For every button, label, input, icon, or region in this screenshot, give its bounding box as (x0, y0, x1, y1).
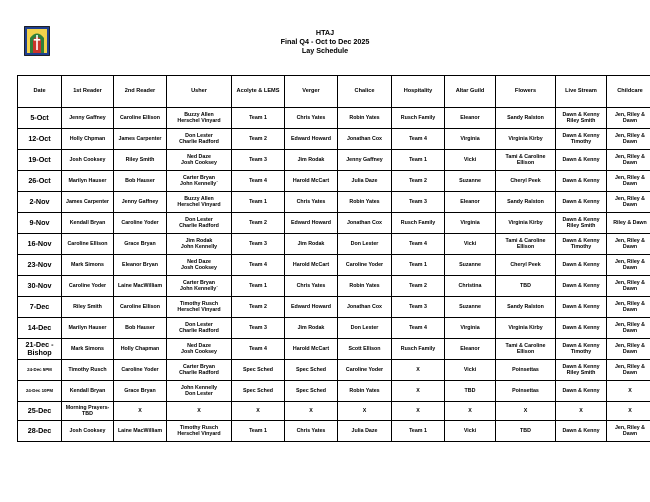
date-cell: 26-Oct (18, 171, 62, 192)
live-stream-cell-line: Dawn & Kenny (562, 156, 600, 163)
usher-cell (167, 421, 232, 442)
live-stream-cell (556, 297, 607, 318)
flowers-cell-line: TBD (520, 282, 531, 289)
verger-cell: Edward Howard (285, 297, 338, 318)
date-cell: 24-Dec 5PM (18, 360, 62, 381)
table-row (18, 234, 650, 255)
verger-cell: Harold McCart (285, 171, 338, 192)
usher-cell (167, 234, 232, 255)
hospitality-cell: Team 3 (392, 297, 445, 318)
first-reader-cell: Riley Smith (62, 297, 114, 318)
live-stream-cell (556, 108, 607, 129)
chalice-cell: X (338, 402, 392, 421)
flowers-cell-line: Sandy Ralston (507, 114, 544, 121)
usher-cell-line: Buzzy Allen (184, 111, 214, 118)
col-header-2nd-reader: 2nd Reader (114, 76, 167, 108)
live-stream-cell-line: Dawn & Kenny (562, 216, 600, 223)
second-reader-cell: Caroline Ellison (114, 297, 167, 318)
usher-cell-line: John Kennelly (180, 244, 218, 250)
altar-guild-cell: Vicki (445, 360, 496, 381)
first-reader-cell: Morning Prayers- TBD (62, 402, 114, 421)
usher-cell-line: Charlie Radford (179, 139, 219, 145)
flowers-cell (496, 297, 556, 318)
second-reader-cell: Jenny Gaffney (114, 192, 167, 213)
usher-cell-line: Herschel Vinyard (177, 118, 221, 124)
flowers-cell-line: Ellison (516, 160, 535, 166)
date-cell: 9-Nov (18, 213, 62, 234)
first-reader-cell: Timothy Rusch (62, 360, 114, 381)
verger-cell: X (285, 402, 338, 421)
flowers-cell-line: Tami & Caroline (505, 237, 546, 244)
date-cell: 7-Dec (18, 297, 62, 318)
second-reader-cell: Laine MacWilliam (114, 276, 167, 297)
table-row (18, 381, 650, 402)
second-reader-cell: Riley Smith (114, 150, 167, 171)
childcare-cell: Jen, Riley & Dawn (607, 171, 650, 192)
usher-cell-line: Jim Rodak (185, 237, 213, 244)
hospitality-cell: Team 3 (392, 192, 445, 213)
table-row (18, 171, 650, 192)
altar-guild-cell: Eleanor (445, 108, 496, 129)
first-reader-cell: James Carpenter (62, 192, 114, 213)
usher-cell-line: Don Lester (185, 132, 213, 139)
childcare-cell: Jen, Riley & Dawn (607, 192, 650, 213)
live-stream-cell (556, 360, 607, 381)
childcare-cell: Jen, Riley & Dawn (607, 421, 650, 442)
flowers-cell-line: Virginia Kirby (508, 135, 543, 142)
live-stream-cell-line: Dawn & Kenny (562, 387, 600, 394)
acolyte-cell: Team 1 (232, 192, 285, 213)
flowers-cell-line: Sandy Ralston (507, 303, 544, 310)
live-stream-cell (556, 381, 607, 402)
verger-cell: Spec Sched (285, 381, 338, 402)
col-header-altar-guild: Altar Guild (445, 76, 496, 108)
date-cell: 12-Oct (18, 129, 62, 150)
table-row (18, 339, 650, 360)
first-reader-cell: Josh Cooksey (62, 150, 114, 171)
usher-cell (167, 150, 232, 171)
usher-cell-line: John Kennelly` (180, 181, 218, 187)
live-stream-cell (556, 402, 607, 421)
first-reader-cell: Mark Simons (62, 255, 114, 276)
table-row (18, 192, 650, 213)
childcare-cell: Jen, Riley & Dawn (607, 150, 650, 171)
first-reader-cell: Mark Simons (62, 339, 114, 360)
verger-cell: Harold McCart (285, 339, 338, 360)
chalice-cell: Jonathan Cox (338, 297, 392, 318)
flowers-cell (496, 150, 556, 171)
chalice-cell: Julia Daze (338, 421, 392, 442)
childcare-cell: Jen, Riley & Dawn (607, 339, 650, 360)
flowers-cell (496, 276, 556, 297)
altar-guild-cell: Eleanor (445, 339, 496, 360)
usher-cell-line: Ned Daze (187, 258, 211, 265)
live-stream-cell (556, 318, 607, 339)
col-header-acolyte-lems: Acolyte & LEMS (232, 76, 285, 108)
live-stream-cell-line: X (579, 407, 583, 414)
table-row (18, 318, 650, 339)
live-stream-cell (556, 171, 607, 192)
live-stream-cell-line: Dawn & Kenny (562, 111, 600, 118)
live-stream-cell-line: Timothy (570, 139, 592, 145)
usher-cell-line: Carter Bryan (182, 363, 216, 370)
col-header-usher: Usher (167, 76, 232, 108)
usher-cell (167, 255, 232, 276)
table-row (18, 108, 650, 129)
live-stream-cell-line: Dawn & Kenny (562, 132, 600, 139)
flowers-cell-line: Sandy Ralston (507, 198, 544, 205)
usher-cell-line: Herschel Vinyard (177, 307, 221, 313)
flowers-cell-line: Ellison (516, 349, 535, 355)
live-stream-cell (556, 421, 607, 442)
altar-guild-cell: Eleanor (445, 192, 496, 213)
flowers-cell (496, 171, 556, 192)
first-reader-cell: Kendall Bryan (62, 213, 114, 234)
usher-cell-line: Josh Cooksey (181, 265, 217, 271)
acolyte-cell: Team 3 (232, 318, 285, 339)
flowers-cell (496, 192, 556, 213)
usher-cell-line: Carter Bryan (182, 174, 216, 181)
usher-cell-line: Timothy Rusch (179, 300, 219, 307)
verger-cell: Edward Howard (285, 213, 338, 234)
acolyte-cell: Team 4 (232, 339, 285, 360)
acolyte-cell: Team 1 (232, 108, 285, 129)
date-cell: 2-Nov (18, 192, 62, 213)
flowers-cell-line: Tami & Caroline (505, 342, 546, 349)
first-reader-cell: Caroline Yoder (62, 276, 114, 297)
altar-guild-cell: Virginia (445, 213, 496, 234)
acolyte-cell: Spec Sched (232, 360, 285, 381)
table-row (18, 129, 650, 150)
live-stream-cell-line: Dawn & Kenny (562, 363, 600, 370)
chalice-cell: Robin Yates (338, 381, 392, 402)
chalice-cell: Jenny Gaffney (338, 150, 392, 171)
usher-cell-line: Herschel Vinyard (177, 202, 221, 208)
col-header-verger: Verger (285, 76, 338, 108)
flowers-cell (496, 213, 556, 234)
flowers-cell-line: Cheryl Peek (510, 261, 541, 268)
verger-cell: Chris Yates (285, 108, 338, 129)
date-cell: 16-Nov (18, 234, 62, 255)
col-header-childcare: Childcare (607, 76, 650, 108)
usher-cell-line: John Kennelly (180, 384, 218, 391)
table-row (18, 213, 650, 234)
usher-cell (167, 318, 232, 339)
live-stream-cell-line: Riley Smith (566, 370, 596, 376)
date-cell: 21-Dec - Bishop (18, 339, 62, 360)
altar-guild-cell: Virginia (445, 129, 496, 150)
flowers-cell (496, 339, 556, 360)
live-stream-cell-line: Dawn & Kenny (562, 177, 600, 184)
chalice-cell: Julia Daze (338, 171, 392, 192)
live-stream-cell (556, 129, 607, 150)
date-cell: 23-Nov (18, 255, 62, 276)
acolyte-cell: Team 2 (232, 297, 285, 318)
acolyte-cell: Spec Sched (232, 381, 285, 402)
hospitality-cell: Team 1 (392, 255, 445, 276)
table-row (18, 360, 650, 381)
live-stream-cell-line: Dawn & Kenny (562, 342, 600, 349)
flowers-cell (496, 360, 556, 381)
flowers-cell-line: Tami & Caroline (505, 153, 546, 160)
date-cell: 25-Dec (18, 402, 62, 421)
flowers-cell-line: Ellison (516, 244, 535, 250)
live-stream-cell (556, 339, 607, 360)
live-stream-cell (556, 234, 607, 255)
live-stream-cell-line: Dawn & Kenny (562, 324, 600, 331)
hospitality-cell: X (392, 360, 445, 381)
childcare-cell: X (607, 381, 650, 402)
hospitality-cell: Team 4 (392, 129, 445, 150)
usher-cell-line: Carter Bryan (182, 279, 216, 286)
table-body (18, 108, 650, 442)
altar-guild-cell: Suzanne (445, 255, 496, 276)
live-stream-cell-line: Timothy (570, 349, 592, 355)
hospitality-cell: X (392, 402, 445, 421)
org-name: HTAJ (315, 28, 335, 37)
second-reader-cell: Holly Chapman (114, 339, 167, 360)
chalice-cell: Robin Yates (338, 108, 392, 129)
hospitality-cell: Team 1 (392, 421, 445, 442)
altar-guild-cell: TBD (445, 381, 496, 402)
hospitality-cell: Team 1 (392, 150, 445, 171)
usher-cell (167, 402, 232, 421)
usher-cell (167, 213, 232, 234)
col-header-hospitality: Hospitality (392, 76, 445, 108)
hospitality-cell: Team 2 (392, 276, 445, 297)
schedule-subtitle: Lay Schedule (301, 46, 349, 55)
verger-cell: Edward Howard (285, 129, 338, 150)
childcare-cell: Jen, Riley & Dawn (607, 318, 650, 339)
acolyte-cell: Team 3 (232, 234, 285, 255)
chalice-cell: Jonathan Cox (338, 213, 392, 234)
childcare-cell: Jen, Riley & Dawn (607, 234, 650, 255)
date-cell: 30-Nov (18, 276, 62, 297)
flowers-cell-line: Poinsettas (512, 366, 539, 373)
altar-guild-cell: Suzanne (445, 297, 496, 318)
flowers-cell-line: Virginia Kirby (508, 219, 543, 226)
live-stream-cell-line: Dawn & Kenny (562, 282, 600, 289)
altar-guild-cell: Virginia (445, 318, 496, 339)
childcare-cell: Jen, Riley & Dawn (607, 276, 650, 297)
second-reader-cell: X (114, 402, 167, 421)
usher-cell-line: Timothy Rusch (179, 424, 219, 431)
flowers-cell (496, 129, 556, 150)
verger-cell: Spec Sched (285, 360, 338, 381)
usher-cell-line: Charlie Radford (179, 328, 219, 334)
childcare-cell: Jen, Riley & Dawn (607, 108, 650, 129)
live-stream-cell (556, 276, 607, 297)
acolyte-cell: Team 2 (232, 213, 285, 234)
first-reader-cell: Josh Cooksey (62, 421, 114, 442)
childcare-cell: Jen, Riley & Dawn (607, 129, 650, 150)
usher-cell (167, 339, 232, 360)
usher-cell (167, 381, 232, 402)
col-header-live-stream: Live Stream (556, 76, 607, 108)
usher-cell-line: Josh Cooksey (181, 160, 217, 166)
verger-cell: Harold McCart (285, 255, 338, 276)
table-row (18, 150, 650, 171)
verger-cell: Jim Rodak (285, 150, 338, 171)
chalice-cell: Robin Yates (338, 276, 392, 297)
chalice-cell: Robin Yates (338, 192, 392, 213)
live-stream-cell-line: Riley Smith (566, 223, 596, 229)
verger-cell: Chris Yates (285, 276, 338, 297)
usher-cell (167, 276, 232, 297)
date-cell: 5-Oct (18, 108, 62, 129)
table-row (18, 297, 650, 318)
chalice-cell: Scott Ellison (338, 339, 392, 360)
flowers-cell-line: X (523, 407, 528, 414)
acolyte-cell: Team 4 (232, 255, 285, 276)
live-stream-cell (556, 150, 607, 171)
col-header-1st-reader: 1st Reader (62, 76, 114, 108)
altar-guild-cell: Vicki (445, 150, 496, 171)
chalice-cell: Don Lester (338, 318, 392, 339)
flowers-cell-line: Cheryl Peek (510, 177, 541, 184)
hospitality-cell: X (392, 381, 445, 402)
table-row (18, 402, 650, 421)
usher-cell-line: X (197, 407, 201, 414)
chalice-cell: Caroline Yoder (338, 255, 392, 276)
childcare-cell: Jen, Riley & Dawn (607, 255, 650, 276)
flowers-cell (496, 421, 556, 442)
second-reader-cell: Grace Bryan (114, 381, 167, 402)
live-stream-cell-line: Riley Smith (566, 118, 596, 124)
acolyte-cell: Team 1 (232, 421, 285, 442)
acolyte-cell: Team 2 (232, 129, 285, 150)
table-row (18, 255, 650, 276)
col-header-flowers: Flowers (496, 76, 556, 108)
second-reader-cell: Bob Hauser (114, 318, 167, 339)
first-reader-cell: Caroline Ellison (62, 234, 114, 255)
flowers-cell (496, 402, 556, 421)
second-reader-cell: Caroline Yoder (114, 360, 167, 381)
live-stream-cell (556, 213, 607, 234)
second-reader-cell: Bob Hauser (114, 171, 167, 192)
usher-cell-line: Charlie Radford (179, 223, 219, 229)
live-stream-cell-line: Dawn & Kenny (562, 237, 600, 244)
hospitality-cell: Team 4 (392, 234, 445, 255)
first-reader-cell: Holly Chpman (62, 129, 114, 150)
verger-cell: Jim Rodak (285, 234, 338, 255)
second-reader-cell: Eleanor Bryan (114, 255, 167, 276)
childcare-cell: Jen, Riley & Dawn (607, 360, 650, 381)
first-reader-cell: Jenny Gaffney (62, 108, 114, 129)
usher-cell (167, 360, 232, 381)
live-stream-cell-line: Dawn & Kenny (562, 303, 600, 310)
acolyte-cell: Team 4 (232, 171, 285, 192)
usher-cell (167, 297, 232, 318)
usher-cell (167, 108, 232, 129)
table-row (18, 276, 650, 297)
second-reader-cell: Caroline Ellison (114, 108, 167, 129)
verger-cell: Jim Rodak (285, 318, 338, 339)
date-cell: 14-Dec (18, 318, 62, 339)
usher-cell (167, 171, 232, 192)
second-reader-cell: Laine MacWilliam (114, 421, 167, 442)
date-cell: 28-Dec (18, 421, 62, 442)
childcare-cell: X (607, 402, 650, 421)
schedule-title: Final Q4 - Oct to Dec 2025 (280, 37, 370, 46)
usher-cell (167, 192, 232, 213)
col-header-date: Date (18, 76, 62, 108)
altar-guild-cell: Vicki (445, 234, 496, 255)
first-reader-cell: Marilyn Hauser (62, 171, 114, 192)
usher-cell-line: Don Lester (185, 216, 213, 223)
altar-guild-cell: Christina (445, 276, 496, 297)
first-reader-cell: Kendall Bryan (62, 381, 114, 402)
usher-cell (167, 129, 232, 150)
chalice-cell: Don Lester (338, 234, 392, 255)
table-row (18, 421, 650, 442)
acolyte-cell: X (232, 402, 285, 421)
hospitality-cell: Team 2 (392, 171, 445, 192)
lay-schedule-table (17, 75, 650, 442)
childcare-cell: Jen, Riley & Dawn (607, 297, 650, 318)
flowers-cell (496, 234, 556, 255)
usher-cell-line: Don Lester (185, 321, 213, 328)
first-reader-cell: Marilyn Hauser (62, 318, 114, 339)
table-header-row (18, 76, 650, 108)
hospitality-cell: Rusch Family (392, 108, 445, 129)
usher-cell-line: Ned Daze (187, 153, 211, 160)
usher-cell-line: Charlie Radford (179, 370, 219, 376)
flowers-cell (496, 381, 556, 402)
flowers-cell (496, 255, 556, 276)
chalice-cell: Caroline Yoder (338, 360, 392, 381)
live-stream-cell-line: Dawn & Kenny (562, 198, 600, 205)
usher-cell-line: Buzzy Allen (184, 195, 214, 202)
date-cell: 19-Oct (18, 150, 62, 171)
usher-cell-line: Herschel Vinyard (177, 431, 221, 437)
flowers-cell (496, 108, 556, 129)
document-header (0, 28, 650, 55)
live-stream-cell-line: Dawn & Kenny (562, 427, 600, 434)
flowers-cell-line: Poinsettas (512, 387, 539, 394)
usher-cell-line: Ned Daze (187, 342, 211, 349)
date-cell: 24-Dec 10PM (18, 381, 62, 402)
altar-guild-cell: Suzanne (445, 171, 496, 192)
live-stream-cell (556, 255, 607, 276)
altar-guild-cell: Vicki (445, 421, 496, 442)
second-reader-cell: Caroline Yoder (114, 213, 167, 234)
second-reader-cell: James Carpenter (114, 129, 167, 150)
live-stream-cell-line: Dawn & Kenny (562, 261, 600, 268)
hospitality-cell: Rusch Family (392, 213, 445, 234)
chalice-cell: Jonathan Cox (338, 129, 392, 150)
altar-guild-cell: X (445, 402, 496, 421)
usher-cell-line: Josh Cooksey (181, 349, 217, 355)
col-header-chalice: Chalice (338, 76, 392, 108)
acolyte-cell: Team 1 (232, 276, 285, 297)
usher-cell-line: John Kennelly` (180, 286, 218, 292)
childcare-cell: Riley & Dawn (607, 213, 650, 234)
live-stream-cell (556, 192, 607, 213)
second-reader-cell: Grace Bryan (114, 234, 167, 255)
usher-cell-line: Don Lester (185, 391, 213, 397)
acolyte-cell: Team 3 (232, 150, 285, 171)
flowers-cell-line: TBD (520, 427, 531, 434)
hospitality-cell: Team 4 (392, 318, 445, 339)
hospitality-cell: Rusch Family (392, 339, 445, 360)
flowers-cell (496, 318, 556, 339)
verger-cell: Chris Yates (285, 192, 338, 213)
verger-cell: Chris Yates (285, 421, 338, 442)
live-stream-cell-line: Timothy (570, 244, 592, 250)
flowers-cell-line: Virginia Kirby (508, 324, 543, 331)
